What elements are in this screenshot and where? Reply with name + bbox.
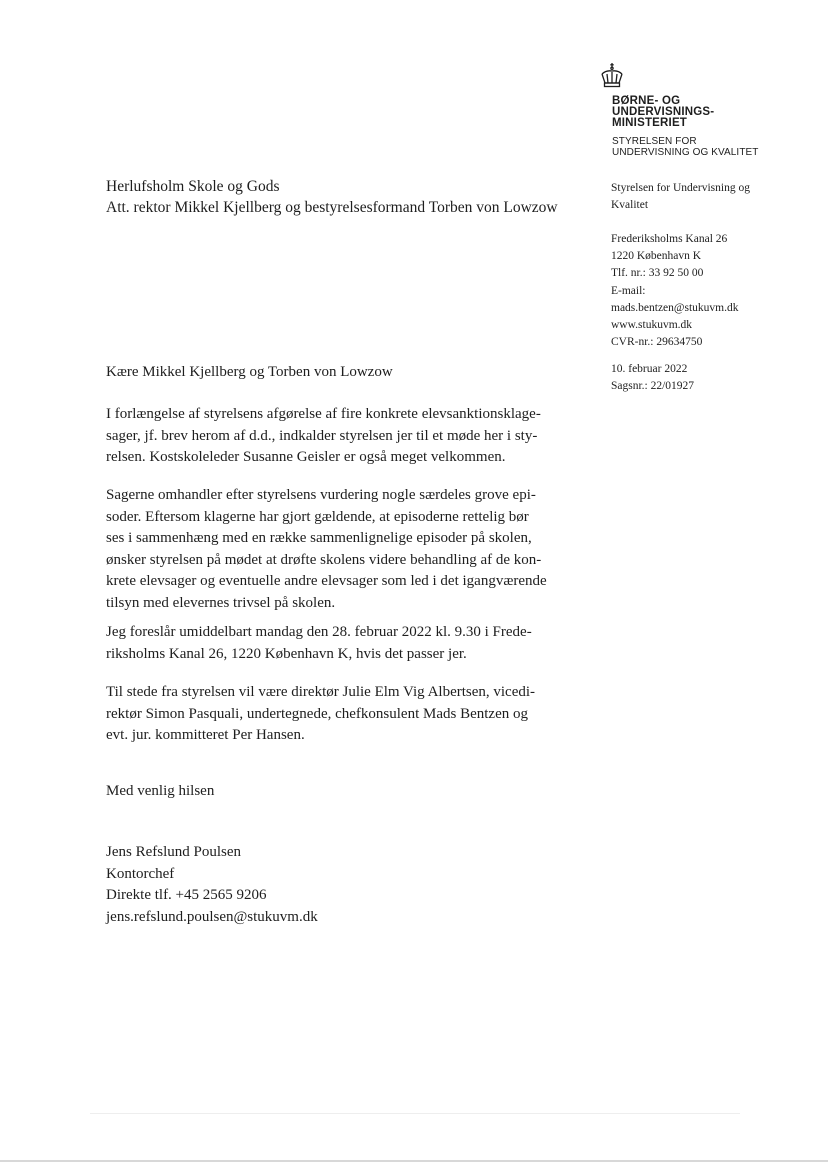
closing xyxy=(106,781,576,803)
sender-address-line: Tlf. nr.: 33 92 50 00 xyxy=(611,267,704,280)
letter-meta xyxy=(611,361,811,395)
sender-address xyxy=(611,231,811,351)
logo-name-line: BØRNE- OG xyxy=(612,95,681,107)
paragraph-2 xyxy=(106,485,576,614)
logo-ministry-name xyxy=(612,96,812,129)
crown-logo-icon xyxy=(598,62,626,90)
page-bottom-edge xyxy=(0,1160,828,1162)
paragraph-line: krete elevsager og eventuelle andre elevsager som led i det igangværende xyxy=(106,573,547,589)
paragraph-line: rektør Simon Pasquali, undertegnede, chefkonsulent Mads Bentzen og xyxy=(106,705,528,722)
paragraph-line: evt. jur. kommitteret Per Hansen. xyxy=(106,727,305,743)
letter-date: 10. februar 2022 xyxy=(611,363,688,375)
paragraph-line: relsen. Kostskoleleder Susanne Geisler er også meget velkommen. xyxy=(106,449,506,465)
paragraph-line: riksholms Kanal 26, 1220 København K, hvis det passer jer. xyxy=(106,645,467,662)
logo-name-line: MINISTERIET xyxy=(612,117,688,129)
signature-email-link[interactable]: jens.refslund.poulsen@stukuvm.dk xyxy=(106,908,318,925)
scan-artifact-line xyxy=(90,1113,740,1114)
sender-website-link[interactable]: www.stukuvm.dk xyxy=(611,319,693,332)
paragraph-3 xyxy=(106,622,576,665)
recipient-address xyxy=(106,176,558,218)
paragraph-line: I forlængelse af styrelsens afgørelse af fire konkrete elevsanktionsklage- xyxy=(106,406,541,422)
signature-name: Jens Refslund Poulsen xyxy=(106,844,241,860)
sender-address-line: Frederiksholms Kanal 26 xyxy=(611,233,728,245)
paragraph-line: ses i sammenhæng med en række sammenlignelige episoder på skolen, xyxy=(106,530,532,546)
paragraph-line: tilsyn med elevernes trivsel på skolen. xyxy=(106,594,336,611)
recipient-line: Att. rektor Mikkel Kjellberg og bestyrelsesformand Torben von Lowzow xyxy=(106,199,558,216)
sender-address-line: 1220 København K xyxy=(611,250,702,263)
sender-address-line: CVR-nr.: 29634750 xyxy=(611,336,703,349)
logo-sub-line: UNDERVISNING OG KVALITET xyxy=(612,147,759,158)
salutation xyxy=(106,362,576,384)
paragraph-line: soder. Eftersom klagerne har gjort gældende, at episoderne rettelig bør xyxy=(106,508,529,525)
paragraph-line: Til stede fra styrelsen vil være direktør Julie Elm Vig Albertsen, vicedi- xyxy=(106,684,536,700)
paragraph-line: Sagerne omhandler efter styrelsens vurdering nogle særdeles grove epi- xyxy=(106,487,536,503)
logo-name-line: UNDERVISNINGS- xyxy=(612,106,715,118)
signature-title: Kontorchef xyxy=(106,865,175,882)
sender-org-line: Styrelsen for Undervisning og xyxy=(611,182,750,194)
paragraph-line: Jeg foreslår umiddelbart mandag den 28. februar 2022 kl. 9.30 i Frede- xyxy=(106,624,532,640)
logo-sub-line: STYRELSEN FOR xyxy=(612,136,697,147)
sender-organization xyxy=(611,180,811,214)
sender-address-line: E-mail: xyxy=(611,284,646,297)
paragraph-line: sager, jf. brev herom af d.d., indkalder styrelsen jer til et møde her i sty- xyxy=(106,427,538,444)
sender-org-line: Kvalitet xyxy=(611,199,649,212)
paragraph-4 xyxy=(106,682,576,747)
recipient-line: Herlufsholm Skole og Gods xyxy=(106,178,280,195)
case-number: Sagsnr.: 22/01927 xyxy=(611,380,695,393)
signature-block xyxy=(106,842,576,928)
paragraph-line: ønsker styrelsen på mødet at drøfte skolens videre behandling af de kon- xyxy=(106,551,542,568)
sender-email-link[interactable]: mads.bentzen@stukuvm.dk xyxy=(611,301,739,314)
closing-text: Med venlig hilsen xyxy=(106,783,215,799)
salutation-text: Kære Mikkel Kjellberg og Torben von Lowzow xyxy=(106,364,393,380)
paragraph-1 xyxy=(106,404,576,469)
signature-phone: Direkte tlf. +45 2565 9206 xyxy=(106,887,267,903)
logo-agency-name xyxy=(612,136,812,158)
